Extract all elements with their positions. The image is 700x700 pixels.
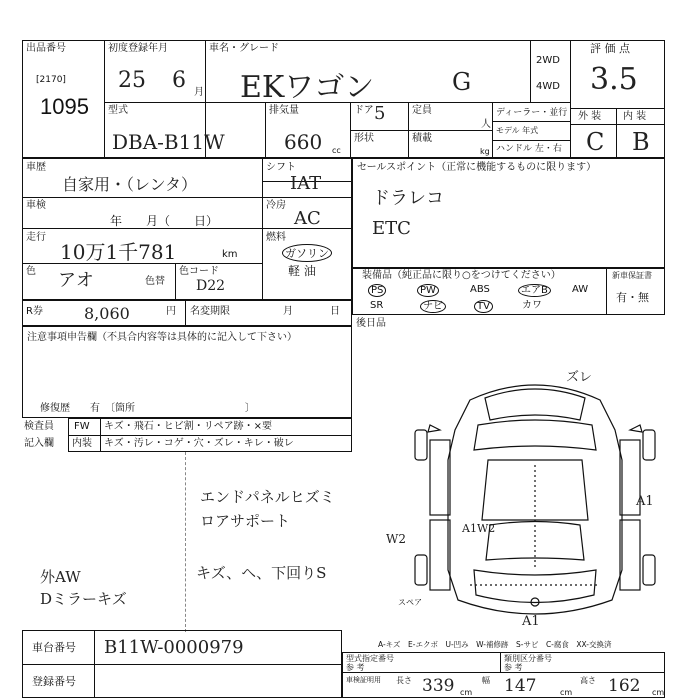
inspection-label: 車検 (26, 200, 46, 211)
displacement-label: 排気量 (269, 105, 299, 116)
equip-pw: PW (417, 284, 439, 297)
type-spec-label: 型式指定番号 (346, 654, 394, 663)
remark-line-3: キズ、ヘ、下回りS (196, 564, 327, 582)
exterior-label: 外 装 (578, 111, 602, 122)
fuel-label: 燃料 (266, 232, 286, 243)
color-value: アオ (58, 270, 94, 291)
inspector-label-2: 記入欄 (24, 438, 54, 449)
length-label: 長さ (396, 676, 412, 685)
equip-airbag: エアB (518, 284, 551, 297)
ac-value: AC (294, 208, 321, 229)
chassis-label: 車台番号 (32, 641, 76, 654)
mark-zure: ズレ (566, 370, 593, 385)
color-code-label: 色コード (179, 266, 219, 277)
doors-label: ドア (354, 105, 374, 116)
interior-label: 内 装 (623, 111, 647, 122)
sales-point-1: ドラレコ (372, 188, 444, 209)
lot-label: 出品番号 (26, 43, 66, 54)
mark-a1-bottom: A1 (522, 614, 540, 629)
warranty-label: 新車保証書 (612, 271, 652, 280)
fw-items: キズ・飛石・ヒビ割・リペア跡・×要 (104, 421, 272, 432)
chassis-value: B11W-0000979 (104, 637, 244, 658)
person-unit: 人 (481, 119, 491, 130)
steering-label: ハンドル 左・右 (496, 144, 562, 154)
name-change-label: 名変期限 (190, 306, 230, 317)
interior-grade: B (632, 128, 650, 156)
drive-2wd: 2WD (536, 55, 560, 66)
width-unit: cm (560, 688, 573, 697)
fuel-diesel: 軽 油 (288, 264, 316, 278)
shape-label: 形状 (354, 133, 374, 144)
car-name-label: 車名・グレード (209, 43, 279, 54)
mileage-value: 10万1千781 (60, 240, 177, 264)
kg-unit: kg (480, 147, 490, 156)
car-diagram (400, 370, 670, 630)
doors-value: 5 (374, 103, 386, 124)
cc-unit: cc (332, 146, 341, 155)
type-spec-sub: 参 考 (346, 663, 365, 672)
category-label: 類別区分番号 (504, 654, 552, 663)
color-swatch-label: 色替 (145, 276, 165, 287)
mark-w2-center: A1W2 (462, 522, 496, 535)
sales-label: セールスポイント（正常に機能するものに限ります） (357, 162, 597, 173)
reg-number-label: 登録番号 (32, 675, 76, 688)
first-reg-label: 初度登録年月 (108, 43, 168, 54)
displacement-value: 660 (284, 130, 323, 154)
vin-label: 車検証明用 (346, 676, 381, 684)
km-unit: km (222, 249, 238, 260)
inspection-value: 年 月（ 日） (110, 214, 219, 228)
history-value: 自家用・（レンタ） (62, 175, 197, 194)
length-unit: cm (460, 688, 473, 697)
mileage-label: 走行 (26, 232, 46, 243)
yen-unit: 円 (166, 306, 176, 317)
model-label: 型式 (108, 105, 128, 116)
name-change-day: 日 (330, 306, 340, 317)
equip-aw: AW (572, 284, 589, 295)
warranty-value: 有・無 (616, 291, 649, 304)
remark-line-2: ロアサポート (200, 512, 291, 530)
interior-check-label: 内装 (72, 438, 92, 449)
exterior-grade: C (586, 128, 605, 156)
equip-abs: ABS (470, 284, 490, 295)
dealer-label: ディーラー・並行 (496, 108, 568, 118)
equipment-label: 装備品（純正品に限り○をつけてください） (362, 270, 561, 281)
ac-label: 冷房 (266, 200, 286, 211)
later-label: 後日品 (356, 318, 386, 329)
fuel-gasoline: ガソリン (282, 244, 332, 262)
equip-leather: カワ (522, 300, 542, 311)
shift-label: シフト (266, 162, 296, 173)
reg-month: 6 (172, 68, 186, 93)
repair-label: 修復歴 有 〔箇所 〕 (40, 403, 255, 414)
height-unit: cm (652, 688, 665, 697)
remark-mirror: Dミラーキズ (40, 590, 127, 608)
load-label: 積載 (412, 133, 432, 144)
interior-check-items: キズ・汚レ・コゲ・穴・ズレ・キレ・破レ (104, 438, 294, 449)
equip-ps: PS (368, 284, 386, 297)
damage-legend: A-キズ E-エクボ U-凹み W-補修跡 S-サビ C-腐食 XX-交換済 (378, 640, 612, 649)
height-label: 高さ (580, 676, 596, 685)
reg-month-unit: 月 (194, 87, 204, 98)
sales-box (352, 158, 665, 268)
name-change-month: 月 (283, 306, 293, 317)
mark-w2-left: W2 (386, 532, 406, 546)
shift-value: IAT (290, 173, 322, 194)
reg-year: 25 (118, 68, 146, 93)
color-label: 色 (26, 266, 36, 277)
color-code: D22 (196, 278, 226, 294)
recycle-label: R券 (26, 306, 43, 317)
car-name: EKワゴン (240, 70, 375, 105)
mark-spare: スペア (398, 598, 422, 607)
eval-label: 評 価 点 (590, 42, 630, 55)
score: 3.5 (590, 62, 638, 97)
sales-point-2: ETC (372, 218, 411, 239)
width-value: 147 (504, 676, 537, 696)
mark-a1-right: A1 (636, 494, 654, 509)
remark-line-1: エンドパネルヒズミ (200, 488, 335, 506)
height-value: 162 (608, 676, 641, 696)
drive-4wd: 4WD (536, 81, 560, 92)
model-year-label: モデル 年式 (496, 126, 539, 135)
capacity-label: 定員 (412, 105, 432, 116)
notes-label: 注意事項申告欄（不具合内容等は具体的に記入して下さい） (27, 332, 297, 343)
model-value: DBA-B11W (112, 130, 225, 154)
history-label: 車歴 (26, 162, 46, 173)
lot-number: 1095 (40, 94, 89, 119)
auction-code: [2170] (36, 75, 66, 85)
length-value: 339 (422, 676, 455, 696)
inspector-label-1: 検査員 (24, 421, 54, 432)
fw-label: FW (74, 421, 90, 432)
recycle-value: 8,060 (84, 304, 130, 323)
equip-tv: TV (474, 300, 493, 313)
equip-navi: ナビ (420, 300, 446, 313)
width-label: 幅 (482, 676, 490, 685)
grade: G (452, 68, 472, 96)
category-sub: 参 考 (504, 663, 523, 672)
remark-exterior-aw: 外AW (40, 568, 81, 586)
equip-sr: SR (370, 300, 384, 311)
recycle-box (22, 300, 352, 326)
